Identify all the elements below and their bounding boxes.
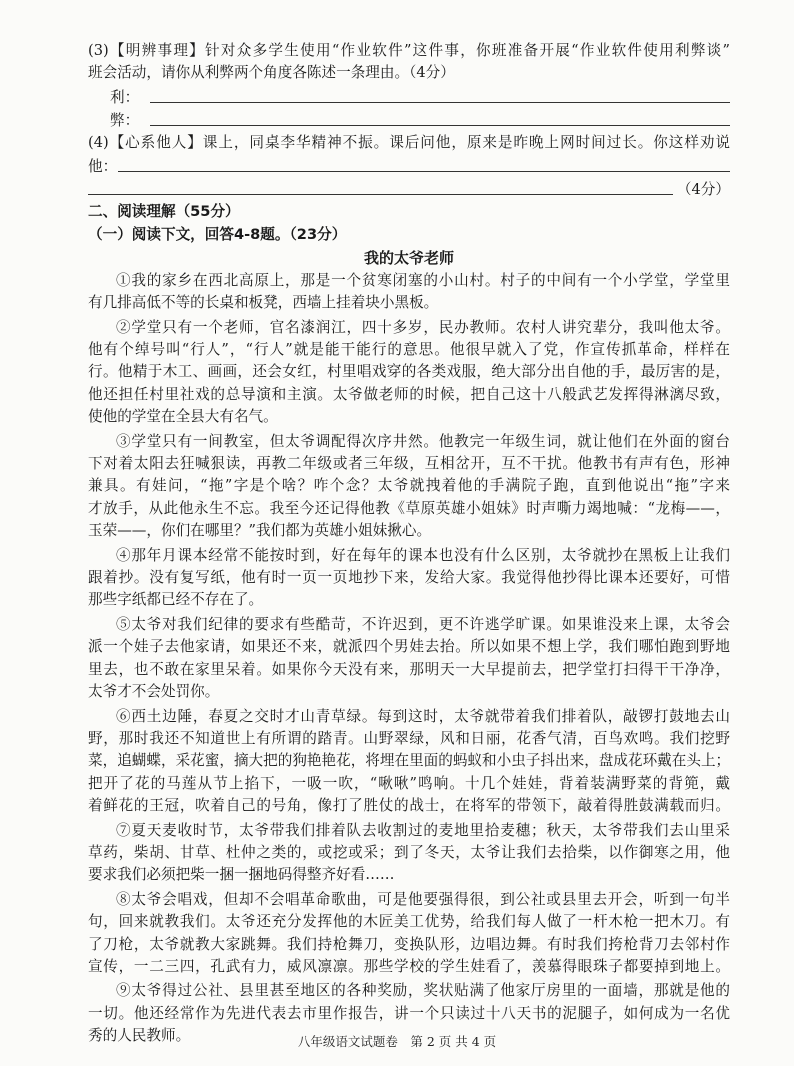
text-line: 着鲜花的王冠，吹着自己的号角，像打了胜仗的战士，在将军的带领下，敲着得胜鼓满载而归。: [88, 797, 730, 815]
answer-rule: [118, 157, 730, 172]
text-line: 菜，追蝴蝶，采花蜜，摘大把的狗艳艳花，将埋在里面的蚂蚁和小虫子抖出来，盘成花环戴在头上；: [88, 752, 730, 770]
text-line: 了刀枪，太爷就教大家跳舞。我们持枪舞刀，变换队形，边唱边舞。有时我们挎枪背刀去邻村作: [88, 935, 730, 953]
paragraph-4: [88, 545, 730, 612]
text-line: 兼具。有娃问，“拖”字是个啥？咋个念？太爷就拽着他的手满院子跑，直到他说出“拖”字来: [88, 477, 730, 495]
paragraph-3: [88, 431, 730, 543]
text-line: ⑧太爷会唱戏，但却不会唱革命歌曲，可是他要强得很，到公社或县里去开会，听到一句半: [116, 890, 730, 908]
question-4-line: 他：: [88, 158, 118, 176]
question-4-line: (4)【心系他人】课上，同桌李华精神不振。课后问他，原来是昨晚上网时间过长。你这样劝说: [88, 133, 730, 151]
question-3-line: 班会活动，请你从利弊两个角度各陈述一条理由。（4分）: [88, 64, 455, 82]
text-line: 有几排高低不等的长桌和板凳，西墙上挂着块小黑板。: [88, 294, 439, 312]
text-line: 那些字纸都已经不存在了。: [88, 591, 264, 609]
text-line: 秀的人民教师。: [88, 1027, 191, 1045]
score-label: （4分）: [676, 180, 730, 198]
answer-rule: [88, 180, 673, 195]
text-line: 太爷才不会处罚你。: [88, 683, 220, 701]
text-line: ④那年月课本经常不能按时到，好在每年的课本也没有什么区别，太爷就抄在黑板上让我们: [116, 546, 730, 564]
q4-answer-line-2[interactable]: [88, 176, 730, 198]
question-4: [88, 132, 730, 199]
pro-answer-line[interactable]: [88, 85, 730, 107]
exam-page: [88, 40, 730, 1050]
question-3-line: (3)【明辨事理】针对众多学生使用“作业软件”这件事，你班准备开展“作业软件使用利弊谈”: [88, 42, 730, 59]
text-line: 他还担任村里社戏的总导演和主演。太爷做老师的时候，把自己这十八般武艺发挥得淋漓尽致，: [88, 385, 730, 403]
text-line: ⑥西土边陲，春夏之交时才山青草绿。每到这时，太爷就带着我们排着队，敲锣打鼓地去山: [116, 707, 730, 725]
paragraph-6: [88, 706, 730, 818]
answer-rule: [150, 111, 730, 126]
paragraph-1: [88, 270, 730, 315]
q4-answer-line-1[interactable]: [88, 154, 730, 176]
pro-label: 利：: [110, 89, 140, 107]
page-footer: 八年级语文试题卷 第 2 页 共 4 页: [297, 1034, 497, 1049]
part-heading: （一）阅读下文，回答4-8题。（23分）: [88, 225, 347, 243]
text-line: ②学堂只有一个老师，官名漆润江，四十多岁，民办教师。农村人讲究辈分，我叫他太爷。: [116, 318, 730, 336]
text-line: 把开了花的马莲从节上掐下，一吸一吹，“啾啾”鸣响。十几个娃娃，背着装满野菜的背篼，戴: [88, 774, 730, 792]
text-line: ①我的家乡在西北高原上，那是一个贫寒闭塞的小山村。村子的中间有一个小学堂，学堂里: [116, 271, 730, 289]
text-line: 下对着太阳去狂喊狠读，再教二年级或者三年级，互相岔开，互不干扰。他教书有声有色，形神: [88, 455, 730, 473]
text-line: 一切。他还经常作为先进代表去市里作报告，讲一个只读过十八天书的泥腿子，如何成为一名优: [88, 1004, 730, 1022]
con-answer-line[interactable]: [88, 107, 730, 129]
con-label: 弊：: [110, 111, 140, 129]
text-line: 草药，柴胡、甘草、杜仲之类的，或挖或采；到了冬天，太爷让我们去拾柴，以作御寒之用，他: [88, 843, 730, 861]
text-line: 跟着抄。没有复写纸，他有时一页一页地抄下来，发给大家。我觉得他抄得比课本还要好，可惜: [88, 569, 730, 587]
text-line: ③学堂只有一间教室，但太爷调配得次序井然。他教完一年级生词，就让他们在外面的窗台: [116, 432, 730, 450]
section-heading: 二、阅读理解（55分）: [88, 202, 240, 220]
text-line: 宣传，一二三四，孔武有力，威风凛凛。那些学校的学生娃看了，羡慕得眼珠子都要掉到地上。: [88, 957, 730, 975]
paragraph-2: [88, 317, 730, 429]
text-line: 句，回来就教我们。太爷还充分发挥他的木匠美工优势，给我们每人做了一杆木枪一把木刀。有: [88, 913, 730, 931]
text-line: 才放手，从此他永生不忘。我至今还记得他教《草原英雄小姐妹》时声嘶力竭地喊：“龙梅——，: [88, 499, 730, 517]
paragraph-8: [88, 889, 730, 979]
text-line: ⑨太爷得过公社、县里甚至地区的各种奖励，奖状贴满了他家厅房里的一面墙，那就是他的: [116, 982, 730, 1000]
text-line: ⑤太爷对我们纪律的要求有些酷苛，不许迟到，更不许逃学旷课。如果谁没来上课，太爷会: [116, 615, 730, 633]
text-line: 玉荣——，你们在哪里？”我们都为英雄小姐妹揪心。: [88, 522, 432, 540]
text-line: 行。他精于木工、画画，还会女红，村里唱戏穿的各类戏服，绝大部分出自他的手，最厉害的是，: [88, 363, 730, 381]
text-line: 使他的学堂在全县大有名气。: [88, 408, 278, 426]
article-title: 我的太爷老师: [363, 248, 454, 267]
paragraph-7: [88, 820, 730, 887]
article-body: [88, 270, 730, 1048]
text-line: ⑦夏天麦收时节，太爷带我们排着队去收割过的麦地里拾麦穗；秋天，太爷带我们去山里采: [116, 821, 730, 839]
text-line: 派一个娃子去他家请，如果还不来，就派四个男娃去抬。所以如果不想上学，我们哪怕跑到野地: [88, 638, 730, 656]
answer-rule: [150, 88, 730, 103]
text-line: 他有个绰号叫“行人”，“行人”就是能干能行的意思。他很早就入了党，作宣传抓革命，样样在: [88, 341, 730, 358]
text-line: 野，那时我还不知道世上有所谓的踏青。山野翠绿，风和日丽，花香气清，百鸟欢鸣。我们挖野: [88, 729, 730, 747]
text-line: 里去，也不敢在家里呆着。如果你今天没有来，那明天一大早提前去，把学堂打扫得干干净净，: [88, 660, 730, 678]
question-3: [88, 40, 730, 130]
paragraph-5: [88, 614, 730, 704]
text-line: 要求我们必须把柴一捆一捆地码得整齐好看……: [88, 866, 395, 884]
